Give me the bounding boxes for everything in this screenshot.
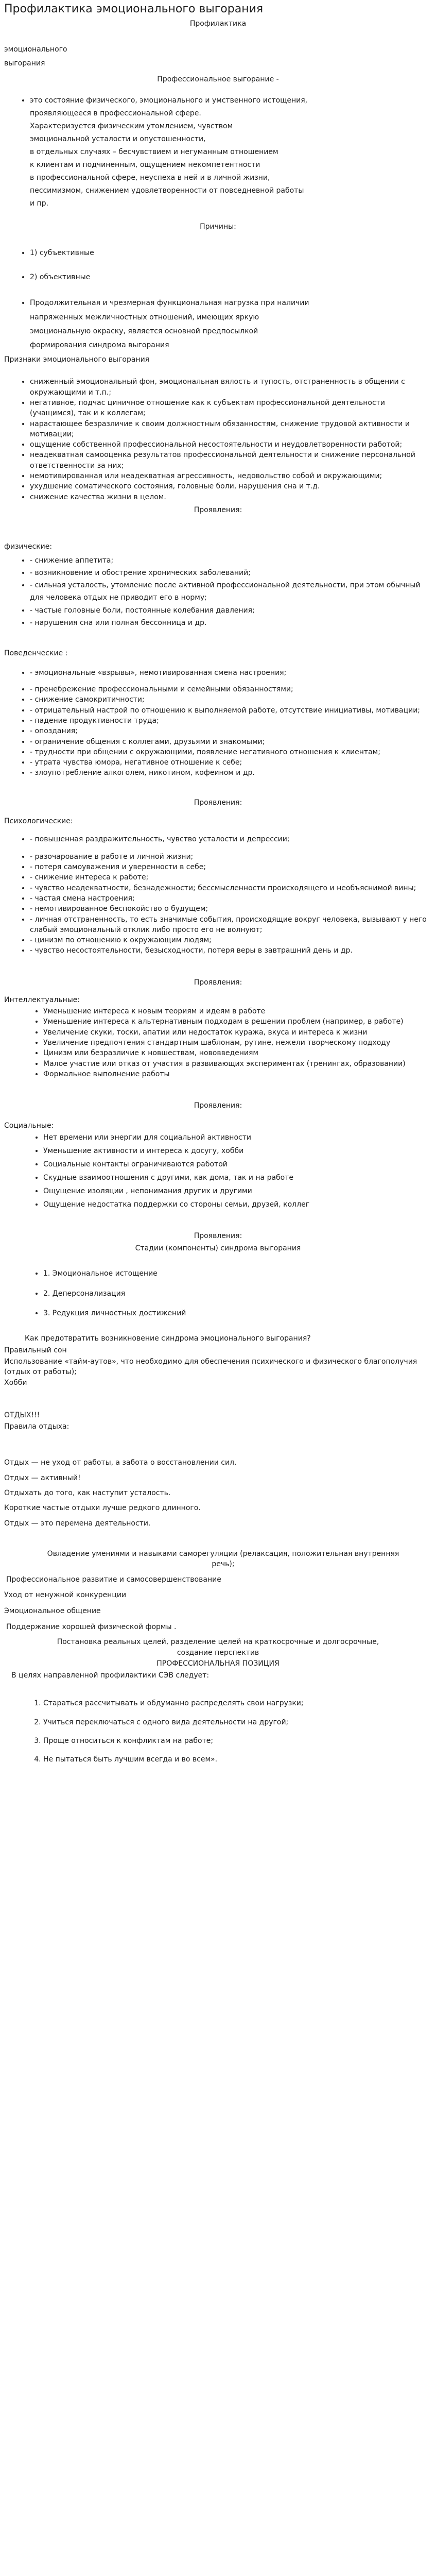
social-title: Социальные: [4,1121,54,1130]
sign-item: • сниженный эмоциональный фон, эмоциональная вялость и тупость, отстраненность в общении с окружающими и т.п.; [30,377,432,398]
physical-list [4,554,432,629]
sign-item: • неадекватная самооценка результатов профессиональной деятельности и снижение персональной ответственности за них; [30,450,432,471]
mastery-line: Овладение умениями и навыками саморегуляции (релаксация, положительная внутренняя речь); [47,1550,399,1569]
intel-list [4,1006,432,1079]
rest-rule: Отдых — не уход от работы, а забота о восстановлении сил. [4,1459,237,1467]
social-item: • Уменьшение активности и интереса к досугу, хобби [43,1145,432,1158]
physical-item: • - возникновение и обострение хронических заболеваний; [30,567,432,579]
manifest-title: Проявления: [194,505,242,514]
behavior-item: • - эмоциональные «взрывы», немотивированная смена настроения; [30,667,432,679]
signs-title: Признаки эмоционального выгорания [4,355,150,364]
emo-comm-line: Эмоциональное общение [4,1607,101,1615]
manifest-title-4: Проявления: [194,1101,242,1110]
hobby-line: Хобби [4,1379,27,1387]
physical-item: • - сильная усталость, утомление после активной профессиональной деятельности, при этом обычный для человека отдых не приводит его в норму; [30,579,432,604]
psych-first-list [4,834,432,845]
psych-item: • - частая смена настроения; [30,893,432,904]
subtitle: Профилактика [189,19,247,28]
intel-item: • Увеличение скуки, тоски, апатии или недостаток куража, вкуса и интереса к жизни [43,1027,432,1038]
page-title: Профилактика эмоционального выгорания [4,3,264,15]
behavior-item: • - снижение самокритичности; [30,694,432,705]
emo-line-1: эмоционального [4,45,67,54]
rest-rules [4,1455,432,1531]
signs-list [4,377,432,502]
physical-item: • - нарушения сна или полная бессонница и др. [30,617,432,629]
sev-item: 2. Учиться переключаться с одного вида деятельности на другой; [43,1717,432,1728]
sign-item: • нарастающее безразличие к своим должностным обязанностям, снижение трудовой активности и мотивации; [30,419,432,440]
behavior-item: • - падение продуктивности труда; [30,716,432,726]
sign-item: • ухудшение соматического состояния, головные боли, нарушения сна и т.д. [30,481,432,492]
behavior-item: • - трудности при общении с окружающими, появление негативного отношения к клиентам; [30,747,432,757]
psych-item: • - разочарование в работе и личной жизни; [30,852,432,862]
goals-line: Постановка реальных целей, разделение целей на краткосрочные и долгосрочные, создание перспектив [57,1638,379,1657]
rest-rules-title: Правила отдыха: [4,1422,69,1431]
sign-item: • негативное, подчас циничное отношение как к субъектам профессиональной деятельности (учащимся), так и к коллегам; [30,398,432,419]
definition-line: Характеризуется физическим утомлением, чувством [30,122,233,131]
manifest-title-3: Проявления: [194,978,242,987]
cause-item: • 2) объективные [30,272,432,283]
intel-item: • Формальное выполнение работы [43,1069,432,1079]
manifest-title-5: Проявления: [194,1231,242,1240]
behavior-item: • - злоупотребление алкоголем, никотином, кофеином и др. [30,768,432,778]
stages-title: Стадии (компоненты) синдрома выгорания [135,1244,301,1253]
sev-item: 4. Не пытаться быть лучшим всегда и во всем». [43,1754,432,1765]
manifest-title-2: Проявления: [194,798,242,807]
social-item: • Ощущение недостатка поддержки со стороны семьи, друзей, коллег [43,1198,432,1212]
intel-title: Интеллектуальные: [4,996,80,1005]
rest-rule: Короткие частые отдыхи лучше редкого длинного. [4,1504,201,1513]
behavior-item: • - утрата чувства юмора, негативное отношение к себе; [30,757,432,768]
definition-line: эмоциональной усталости и опустошенности, [30,135,206,143]
intel-item: • Уменьшение интереса к альтернативным подходам в решении проблем (например, в работе) [43,1016,432,1027]
psych-item: • - немотивированное беспокойство о будущем; [30,904,432,914]
cause-item: • 1) субъективные [30,247,432,259]
sev-list [4,1698,432,1766]
load-line: формирования синдрома выгорания [30,341,169,350]
definition-line: пессимизмом, снижением удовлетворенности от повседневной работы [30,186,304,195]
sign-item: • ощущение собственной профессиональной несостоятельности и неудовлетворенности работой; [30,439,432,450]
social-item: • Скудные взаимоотношения с другими, как дома, так и на работе [43,1172,432,1185]
social-item: • Нет времени или энергии для социальной активности [43,1131,432,1145]
stage-item: • 1. Эмоциональное истощение [43,1268,432,1280]
intel-item: • Увеличение предпочтения стандартным шаблонам, рутине, нежели творческому подходу [43,1038,432,1048]
load-line: Продолжительная и чрезмерная функциональная нагрузка при наличии [30,299,309,308]
causes-title: Причины: [200,223,236,231]
psych-item: • - снижение интереса к работе; [30,872,432,883]
definition-line: проявляющееся в профессиональной сфере. [30,109,201,118]
psych-item: • - цинизм по отношению к окружающим людям; [30,935,432,945]
behavior-item: • - пренебрежение профессиональными и семейными обязанностями; [30,684,432,694]
behavior-item: • - ограничение общения с коллегами, друзьями и знакомыми; [30,737,432,747]
psych-title: Психологические: [4,817,73,826]
physical-item: • - снижение аппетита; [30,554,432,567]
intel-item: • Уменьшение интереса к новым теориям и идеям в работе [43,1006,432,1016]
social-item: • Социальные контакты ограничиваются работой [43,1158,432,1172]
psych-item: • - потеря самоуважения и уверенности в себе; [30,862,432,872]
behavior-list [4,684,432,778]
physical-title: физические: [4,542,53,551]
sev-item: 3. Проще относиться к конфликтам на работе; [43,1735,432,1747]
sev-title: В целях направленной профилактики СЭВ следует: [11,1671,210,1680]
emo-line-2: выгорания [4,59,45,67]
sign-item: • немотивированная или неадекватная агрессивность, недовольство собой и окружающими; [30,471,432,481]
sev-item: 1. Стараться рассчитывать и обдуманно распределять свои нагрузки; [43,1698,432,1709]
intel-item: • Цинизм или безразличие к новшествам, нововведениям [43,1048,432,1058]
definition-line: в отдельных случаях – бесчувствием и негуманным отношением [30,147,278,156]
prof-dev-line: Профессиональное развитие и самосовершенствование [6,1575,221,1584]
social-item: • Ощущение изоляции , непонимания других и другими [43,1185,432,1198]
sleep-line: Правильный сон [4,1346,67,1354]
behavior-item: • - отрицательный настрой по отношению к выполняемой работе, отсутствие инициативы, мотивации; [30,705,432,716]
load-item [30,296,432,352]
definition-line: в профессиональной сфере, неуспеха в ней и в личной жизни, [30,173,270,182]
psych-item: • - личная отстраненность, то есть значимые события, происходящие вокруг человека, вызывают у него слабый эмоциональный отклик либо просто его не волнуют; [30,914,432,936]
timeout-line: Использование «тайм-аутов», что необходимо для обеспечения психического и физического благополучия (отдых от работы); [4,1357,417,1376]
definition-item [30,94,432,210]
load-list [4,296,432,352]
rest-rule: Отдых — активный! [4,1473,81,1482]
psych-item: • - повышенная раздражительность, чувство усталости и депрессии; [30,834,432,845]
avoid-line: Уход от ненужной конкуренции [4,1591,127,1600]
prevent-question: Как предотвратить возникновение синдрома эмоционального выгорания? [25,1334,311,1343]
stages-list [4,1268,432,1319]
prof-position: ПРОФЕССИОНАЛЬНАЯ ПОЗИЦИЯ [156,1659,280,1668]
prof-heading: Профессиональное выгорание - [157,75,279,83]
behavior-first-list [4,667,432,679]
stage-item: • 3. Редукция личностных достижений [43,1308,432,1319]
intel-item: • Малое участие или отказ от участия в развивающих экспериментах (тренингах, образовании) [43,1059,432,1069]
behavior-title: Поведенческие : [4,649,68,657]
definition-line: и пр. [30,199,49,208]
definition-list [4,94,432,210]
definition-line: к клиентам и подчиненным, ощущением некомпетентности [30,160,260,169]
psych-item: • - чувство несостоятельности, безысходности, потеря веры в завтрашний день и др. [30,945,432,956]
rest-title: ОТДЫХ!!! [4,1411,40,1419]
physical-item: • - частые головные боли, постоянные колебания давления; [30,604,432,617]
rest-rule: Отдыхать до того, как наступит усталость. [4,1488,171,1497]
load-line: эмоциональную окраску, является основной предпосылкой [30,327,258,336]
causes-list [4,247,432,283]
sign-item: • снижение качества жизни в целом. [30,492,432,502]
psych-list [4,852,432,956]
behavior-item: • - опоздания; [30,726,432,736]
load-line: напряженных межличностных отношений, имеющих яркую [30,313,259,321]
stage-item: • 2. Деперсонализация [43,1288,432,1300]
form-line: Поддержание хорошей физической формы . [6,1622,177,1631]
social-list [4,1131,432,1211]
psych-item: • - чувство неадекватности, безнадежности; бессмысленности происходящего и необъяснимой вины; [30,883,432,893]
definition-line: это состояние физического, эмоционального и умственного истощения, [30,96,308,105]
rest-rule: Отдых — это перемена деятельности. [4,1519,151,1528]
